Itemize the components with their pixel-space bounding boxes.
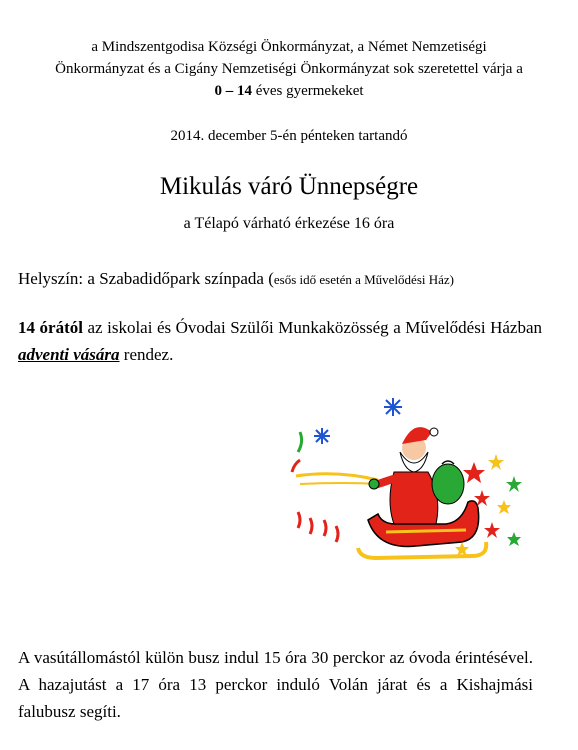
advent-market-link[interactable]: adventi vására	[18, 345, 120, 364]
event-subtitle: a Télapó várható érkezése 16 óra	[183, 215, 395, 232]
location-line	[18, 269, 560, 289]
intro-line-3	[18, 80, 560, 102]
market-paragraph	[18, 314, 542, 368]
market-time: 14 órától	[18, 318, 83, 337]
market-text-2: rendez.	[119, 345, 174, 364]
bus-paragraph: A vasútállomástól külön busz indul 15 óra 30 perckor az óvoda érintésével. A hazajutást a 17 óra 13 perckor induló Volán járat és a Kishajmási falubusz segíti.	[18, 648, 533, 721]
event-title: Mikulás váró Ünnepségre	[159, 173, 419, 200]
location-note: esős idő esetén a Művelődési Ház)	[273, 272, 454, 287]
intro-line-2: Önkormányzat és a Cigány Nemzetiségi Önkormányzat sok szeretettel várja a	[55, 61, 523, 77]
location-main: Helyszín: a Szabadidőpark színpada (	[18, 269, 274, 288]
intro-line-1: a Mindszentgodisa Községi Önkormányzat, a Német Nemzetiségi	[91, 39, 487, 55]
intro-paragraph	[18, 36, 560, 102]
age-suffix: éves gyermekeket	[251, 83, 364, 99]
market-text-1: az iskolai és Óvodai Szülői Munkaközösség a Művelődési Házban	[82, 318, 542, 337]
event-date: 2014. december 5-én pénteken tartandó	[170, 128, 408, 144]
santa-sleigh-illustration	[286, 392, 536, 572]
age-range: 0 – 14	[214, 83, 252, 99]
